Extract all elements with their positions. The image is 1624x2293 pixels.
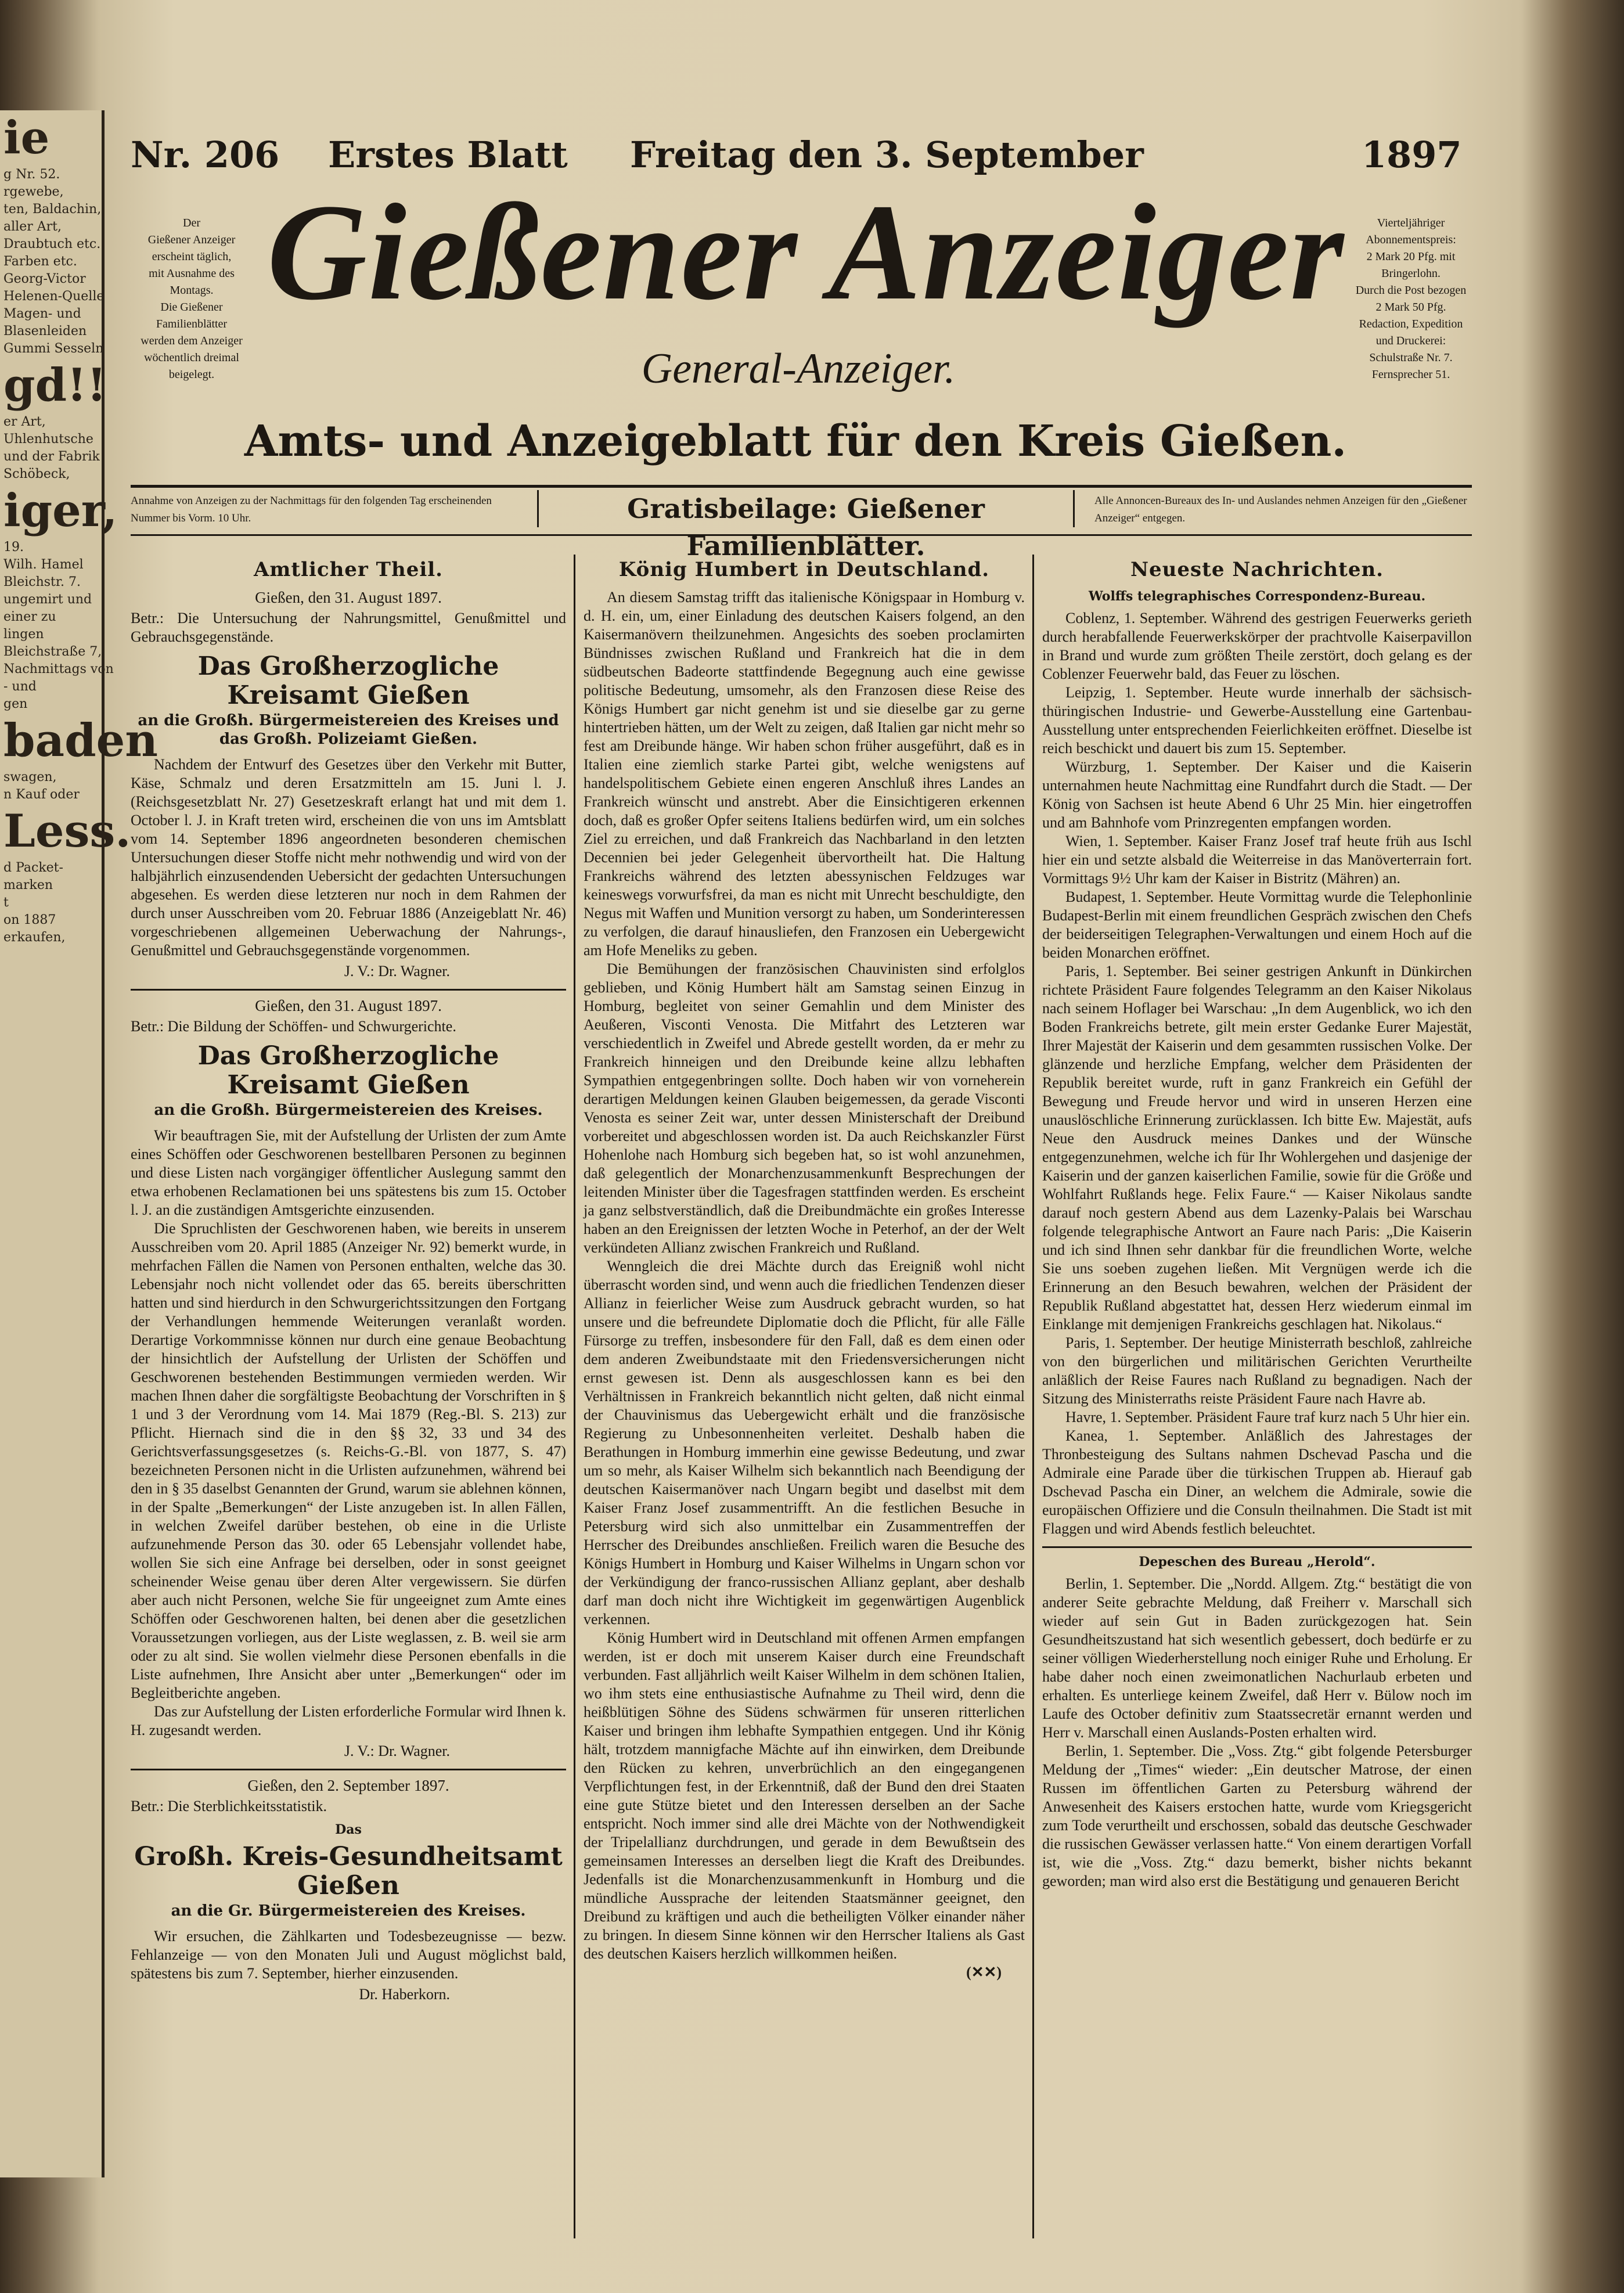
issue-year: 1897 [1362, 134, 1462, 176]
notice-date: Gießen, den 31. August 1897. [255, 997, 442, 1014]
note-line: erscheint täglich, [152, 250, 232, 263]
divider [1042, 1546, 1472, 1548]
strip-text: Magen- und [3, 307, 81, 321]
strip-text: Wilh. Hamel [3, 557, 84, 572]
columns-area [119, 122, 1489, 2270]
article-paragraph: An diesem Samstag trifft das italienische Königspaar in Homburg v. d. H. ein, um, einer Einladung des deutschen Kaisers folgend, an den Kaisermanövern theilzunehmen. Angesichts des soeben proclamirten Bündnisses zwischen Rußland und Frankreich hat die in dem südbeutschen Badeorte stattfindende Begegnung auch eine gewisse politische Bedeutung, umsomehr, als den Franzosen diese Reise des Königs Humbert gar nicht genehm ist und sie dieselbe gar zu gerne hintertrieben hätten, um der Welt zu zeigen, daß Italien gar nicht mehr so fest am Dreibunde hänge. Wir haben schon früher ausgeführt, daß es in Italien eine ziemlich starke Partei gibt, welche wenigstens auf handelspolitischem Gebiete einen engeren Anschluß ihres Landes an Frankreich wünscht und anstrebt. Aber die Einsichtigeren erkennen doch, daß es großer Opfer seitens Italiens bedürfen wird, um ein solches Ziel zu erreichen, und daß Frankreich das Nachbarland in den letzten Decennien bei jeder Gelegenheit übervortheilt hat. Die Haltung Frankreichs während des letzten abessynischen Feldzuges war keineswegs vorwurfsfrei, da man es nicht mit Unrecht beschuldigte, den Negus mit Waffen und Munition versorgt zu haben, um Sonderinteressen zu verfolgen, die darauf hinausliefen, den Franzosen ein Uebergewicht am Hofe Meneliks zu geben. [584, 589, 1025, 959]
news-item: Budapest, 1. September. Heute Vormittag wurde die Telephonlinie Budapest-Berlin mit einem freundlichen Gespräch zwischen den Chefs der beiderseitigen Telegraphen-Verwaltungen und einem Hoch auf die beiden Monarchen eröffnet. [1042, 888, 1472, 961]
strip-text: ungemirt und [3, 592, 92, 607]
strip-text: baden [3, 714, 158, 767]
feature-article [584, 555, 1025, 1982]
news-item: Leipzig, 1. September. Heute wurde innerhalb der sächsisch-thüringischen Industrie- und Gewerbe-Ausstellung eine Gartenbau-Ausstellung unter entsprechenden Feierlichkeiten eröffnet. Dieselbe ist reich beschickt und dauert bis zum 15. September. [1042, 684, 1472, 757]
news-item: Paris, 1. September. Bei seiner gestrigen Ankunft in Dünkirchen richtete Präsident Faure folgendes Telegramm an den Kaiser Nikolaus nach seinem Hoflager bei Warschau: „In dem Augenblick, wo ich den Boden Frankreichs betrete, gilt mein erster Gedanke Eurer Majestät, Ihrer Majestät der Kaiserin und dem gesammten russischen Volke. Der glänzende und herzliche Empfang, welcher dem Präsidenten der Republik bereitet wurde, ruft in ganz Frankreich ein Gefühl der Bewegung und Freude hervor und wird in unseren Herzen eine unauslöschliche Erinnerung zurücklassen. Ich bitte Ew. Majestät, aufs Neue den Ausdruck meines Dankes und der Wünsche entgegenzunehmen, welche ich für Ihr Wohlergehen und dasjenige der Kaiserin und der ganzen kaiserlichen Familie, sowie für die Größe und Wohlfahrt Rußlands hege. Felix Faure.“ — Kaiser Nikolaus sandte darauf noch gestern Abend aus dem Lazenky-Palais bei Warschau folgende telegraphische Antwort an Faure nach Paris: „Die Kaiserin und ich sind Ihnen sehr dankbar für die freundlichen Worte, welche Sie uns soeben zugehen ließen. Mit Vergnügen werde ich die Erinnerung an den Besuch bewahren, welchen der Präsident der Republik Rußland abgestattet hat, dessen Herz wiederum einmal im Einklange mit demjenigen Frankreichs geschlagen hat. Nikolaus.“ [1042, 963, 1472, 1333]
masthead-subtitle: General-Anzeiger. [641, 345, 956, 393]
strip-text: gd!! [3, 359, 107, 412]
notice-body: Die Spruchlisten der Geschworenen haben, wie bereits in unserem Ausschreiben vom 20. April 1885 (Anzeiger Nr. 92) bemerkt wurde, in mehrfachen Fällen die Namen von Personen enthalten, welche das 30. Lebensjahr noch nicht vollendet oder das 65. bereits überschritten hatten und sind hierdurch in den Schwurgerichtssitzungen den Fortgang der Verhandlungen hemmende Weiterungen veranlaßt worden. Derartige Vorkommnisse können nur durch eine genaue Beobachtung der hinsichtlich der Aufstellung der Urlisten der Schöffen und Geschworenen bestehenden Bestimmungen vermieden werden. Wir machen Ihnen daher die sorgfältigste Beobachtung der Vorschriften in § 1 und 3 der Verordnung vom 14. Mai 1879 (Reg.-Bl. S. 213) zur Pflicht. Hiernach sind die in den §§ 32, 33 und 34 des Gerichtsverfassungsgesetzes (s. Reichs-G.-Bl. von 1877, S. 47) bezeichneten Personen nicht in die Urlisten aufzunehmen, während bei den in § 35 daselbst Genannten der Grund, warum sie ablehnen können, in der Spalte „Bemerkungen“ der Liste anzugeben ist. In allen Fällen, in welchen Zweifel darüber bestehen, ob eine in die Urliste aufzunehmende Person das 30. oder 65 Lebensjahr vollendet habe, wollen Sie sich eine Anfrage bei derselben, oder in sonst geeignet scheinender Weise genau über deren Alter vergewissern. Sie dürfen aber auch nicht Personen, welche Sie für ungeeignet zum Amte eines Schöffen oder Geschworenen halten, bei denen aber die gesetzlichen Voraussetzungen vorliegen, aus der Liste weglassen, z. B. weil sie arm oder zu alt sind. Sie wollen vielmehr diese Personen ebenfalls in die Liste aufnehmen, Ihre Ansicht aber unter „Bemerkungen“ oder im Begleitberichte angeben. [131, 1220, 566, 1701]
strip-text: lingen [3, 627, 44, 642]
news-item: Berlin, 1. September. Die „Nordd. Allgem. Ztg.“ bestätigt die von anderer Seite gebrachte Meldung, daß Freiherr v. Marschall sich wieder auf sein Gut in Baden zurückgezogen hat. Sein Gesundheitszustand hat sich wesentlich gebessert, doch bedürfe er zu seiner völligen Wiederherstellung noch einiger Ruhe und Erholung. Er habe daher noch einen zweimonatlichen Nachurlaub erbeten und erhalten. Es unterliege keinem Zweifel, daß Herr v. Bülow noch im Laufe des October definitiv zum Staatssecretär ernannt werden und Herr v. Marschall einen Auslands-Posten erhalten wird. [1042, 1575, 1472, 1741]
strip-text: Farben etc. [3, 254, 77, 269]
note-line: Montags. [170, 284, 214, 297]
notice-body: Nachdem der Entwurf des Gesetzes über den Verkehr mit Butter, Käse, Schmalz und deren Ersatzmitteln am 15. Juni l. J. (Reichsgesetzblatt Nr. 27) Gesetzeskraft erlangt hat und mit dem 1. October l. J. in Kraft treten wird, erscheinen die von uns im Amtsblatt vom 14. September 1896 angeordneten besonderen chemischen Untersuchungen dieser Stoffe nicht mehr nothwendig und wird von der halbjährlich einzusendenden Uebersicht der gedachten Untersuchungen abgesehen. Es werden diese letzteren nur noch in dem Rahmen der durch unser Ausschreiben vom 20. Februar 1886 (Anzeigeblatt Nr. 46) vorgeschriebenen allgemeinen Ueberwachung der Nahrungs-, Genußmittel und Gebrauchsgegenstände vorgenommen. [131, 756, 566, 959]
strip-text: Helenen-Quelle [3, 289, 105, 304]
article-body [584, 588, 1025, 1963]
news-item: Würzburg, 1. September. Der Kaiser und die Kaiserin unternahmen heute Nachmittag eine Rundfahrt durch die Stadt. — Der König von Sachsen ist heute Abend 6 Uhr 25 Min. hier eingetroffen und am Bahnhofe vom Prinzregenten empfangen worden. [1042, 758, 1472, 831]
note-line: 2 Mark 20 Pfg. mit [1366, 250, 1456, 263]
notice-subject: Betr.: Die Bildung der Schöffen- und Schwurgerichte. [131, 1018, 456, 1035]
news-item: Havre, 1. September. Präsident Faure traf kurz nach 5 Uhr hier ein. [1065, 1409, 1470, 1426]
strip-text: Bleichstr. 7. [3, 575, 81, 589]
notice-authority: Das Großherzogliche Kreisamt Gießen [197, 1041, 499, 1100]
adjacent-page-strip [0, 110, 158, 2177]
strip-text: marken [3, 878, 53, 892]
notice-signature: J. V.: Dr. Wagner. [344, 963, 450, 980]
strip-text: aller Art, [3, 219, 62, 234]
notice-date: Gießen, den 31. August 1897. [255, 589, 442, 606]
news-items [1042, 609, 1472, 1538]
notice-body: Wir ersuchen, die Zählkarten und Todesbezeugnisse — bezw. Fehlanzeige — von den Monaten Juli und August möglichst bald, spätestens bis zum 7. September, hierher einzusenden. [131, 1928, 566, 1982]
wire-service-heading: Wolffs telegraphisches Correspondenz-Bureau. [1088, 589, 1426, 604]
strip-text: rgewebe, [3, 185, 64, 199]
article-paragraph: König Humbert wird in Deutschland mit offenen Armen empfangen werden, ist er doch mit unserem Kaiser durch eine Freundschaft verbunden. Fast alljährlich weilt Kaiser Wilhelm in dem schönen Italien, wo ihm stets eine enthusiastische Aufnahme zu Theil wird, denn die heißblütigen Söhne des Südens schwärmen für unseren ritterlichen Kaiser und bringen ihm lebhafte Sympathien entgegen. Und ihr König hält, trotzdem mannigfache Mächte auf ihn einwirken, dem Dreibunde den Rücken zu kehren, unverbrüchlich an den eingegangenen Verpflichtungen fest, in der Erkenntniß, daß der Bund den drei Staaten eine gute Stütze bietet und den Interessen derselben an der Sache entspricht. Noch immer sind alle drei Mächte von der Nothwendigkeit der Tripelallianz durchdrungen, und gerade in dem Bewußtsein des gemeinsamen Interesses an derselben liegt die Kraft des Dreibundes. Jedenfalls ist die Monarchenzusammenkunft in Homburg und die mündliche Aussprache der leitenden Staatsmänner geeignet, den Dreibund zu kräftigen und auch die betheiligten Völker einander näher zu bringen. In diesem Sinne können wir den Herrscher Italiens als Gast des deutschen Kaisers herzlich willkommen heißen. [584, 1629, 1025, 1962]
strip-text: er Art, [3, 415, 46, 429]
article-heading: König Humbert in Deutschland. [618, 558, 990, 581]
note-line: Durch die Post bezogen [1355, 284, 1467, 297]
strip-text: d Packet- [3, 861, 63, 875]
note-line: Familienblätter [156, 318, 228, 330]
issue-number: Nr. 206 [131, 134, 280, 176]
notice-recipients: an die Gr. Bürgermeistereien des Kreises. [171, 1902, 526, 1920]
notice-subject: Betr.: Die Sterblichkeitsstatistik. [131, 1798, 327, 1815]
divider [131, 1769, 566, 1770]
ad-deadline-note: Annahme von Anzeigen zu der Nachmittags für den folgenden Tag erscheinenden Nummer bis Vorm. 10 Uhr. [131, 495, 492, 524]
official-section [131, 555, 566, 2010]
note-line: Vierteljähriger [1377, 217, 1445, 229]
strip-text: Georg-Victor [3, 272, 86, 286]
note-line: Der [183, 217, 200, 229]
notice-authority: Das Großherzogliche Kreisamt Gießen [197, 651, 499, 710]
section-heading: Amtlicher Theil. [253, 558, 444, 581]
strip-text: Gummi Sesseln [3, 341, 104, 356]
news-item: Berlin, 1. September. Die „Voss. Ztg.“ gibt folgende Petersburger Meldung der „Times“ wieder: „Ein deutscher Matrose, der einen Russen im öffentlichen Garten zu Petersburg während der Anwesenheit des Kaisers erstochen hatte, wurde vom Kriegsgericht zum Tode verurtheilt und erschossen, sobald das deutsche Geschwader die russischen Gewässer verlassen hatte.“ Von einem derartigen Vorfall ist, wie die „Voss. Ztg.“ dazu bemerkt, bisher nichts bekannt geworden; man wird also erst die Bestätigung und genaueren Bericht [1042, 1743, 1472, 1889]
notice-recipients: an die Großh. Bürgermeistereien des Kreises und das Großh. Polizeiamt Gießen. [138, 712, 559, 748]
strip-text: Schöbeck, [3, 467, 70, 481]
notice-body: Das zur Aufstellung der Listen erforderliche Formular wird Ihnen k. H. zugesandt werden. [131, 1703, 566, 1738]
note-line: Fernsprecher 51. [1371, 368, 1450, 381]
note-line: Abonnementspreis: [1366, 233, 1456, 246]
column-rule [1032, 555, 1034, 2238]
article-end-mark: (✕✕) [966, 1964, 1002, 1981]
notice-pre: Das [335, 1822, 362, 1837]
notice-signature: Dr. Haberkorn. [359, 1986, 450, 2003]
note-line: Die Gießener [160, 301, 223, 314]
news-items [1042, 1575, 1472, 1891]
section-heading: Neueste Nachrichten. [1130, 558, 1384, 581]
notice-authority: Großh. Kreis-Gesundheitsamt Gießen [134, 1842, 563, 1900]
strip-text: gen [3, 697, 28, 711]
strip-text: ten, Baldachin, [3, 202, 102, 217]
strip-text: ie [3, 111, 50, 164]
news-item: Wien, 1. September. Kaiser Franz Josef traf heute früh aus Ischl hier ein und setzte alsbald die Weiterreise in das Manöverterrain fort. Vormittags 9½ Uhr kam der Kaiser in Bistritz (Mähren) an. [1042, 833, 1472, 887]
note-line: werden dem Anzeiger [141, 334, 243, 347]
notice-signature: J. V.: Dr. Wagner. [344, 1743, 450, 1759]
strip-text: swagen, [3, 770, 57, 784]
strip-text: Blasenleiden [3, 324, 87, 339]
note-line: mit Ausnahme des [149, 267, 235, 280]
news-item: Paris, 1. September. Der heutige Ministerrath beschloß, zahlreiche von den bürgerlichen und militärischen Gerichten Verurtheilte anläßlich der Reise Faures nach Rußland zu begnadigen. Nach der Sitzung des Ministerraths reiste Präsident Faure nach Havre ab. [1042, 1334, 1472, 1407]
issue-date: Freitag den 3. September [630, 134, 1144, 176]
strip-text: t [3, 895, 9, 910]
strip-text: on 1887 [3, 913, 56, 927]
notice-body: Wir beauftragen Sie, mit der Aufstellung der Urlisten der zum Amte eines Schöffen oder Geschworenen bestellbaren Personen zu beginnen und diese Listen nach vorgängiger öffentlicher Auslegung sammt den etwa erhobenen Reclamationen bei uns spätestens bis zum 15. October l. J. an die zuständigen Amtsgerichte einzusenden. [131, 1127, 566, 1218]
strip-text: iger, [3, 484, 118, 537]
strip-text: Draubtuch etc. [3, 237, 101, 251]
sheet-label: Erstes Blatt [328, 134, 568, 176]
masthead-tagline: Amts- und Anzeigeblatt für den Kreis Gießen. [244, 416, 1347, 466]
strip-text: Bleichstraße 7, [3, 645, 102, 659]
strip-text: und der Fabrik [3, 449, 100, 464]
news-item: Kanea, 1. September. Anläßlich des Jahrestages der Thronbesteigung des Sultans nahmen Dschevad Pascha und die Admirale eine Parade über die türkischen Truppen ab. Hierauf gab Dschevad Pascha ein Diner, an welchem die Admirale, sowie die europäischen Offiziere und die Consuln theilnahmen. Die Stadt ist mit Flaggen und wird Abends festlich beleuchtet. [1042, 1427, 1472, 1537]
note-line: Gießener Anzeiger [147, 233, 236, 246]
ad-agencies-note: Alle Annoncen-Bureaux des In- und Auslandes nehmen Anzeigen für den „Gießener Anzeiger“ entgegen. [1094, 495, 1467, 524]
note-line: Schulstraße Nr. 7. [1369, 351, 1453, 364]
strip-text: g Nr. 52. [3, 167, 60, 182]
article-paragraph: Die Bemühungen der französischen Chauvinisten sind erfolglos geblieben, und König Humbert hält am Samstag seinen Einzug in Homburg, begleitet von seiner Gemahlin und dem Minister des Aeußeren, Visconti Venosta. Die Mitfahrt des Letzteren war verschiedentlich in Zweifel und Abrede gestellt worden, da er mehr zu Frankreich hinneigen und den Dreibunde keine allzu lebhaften Sympathien entgegenbringen sollte. Doch haben wir von vorneherein derartigen Meldungen keinen Glauben beigemessen, da gerade Visconti Venosta es seiner Zeit war, unter dessen Ministerschaft der Dreibund vorbereitet und abgeschlossen worden ist. Da auch Reichskanzler Fürst Hohenlohe nach Homburg sich begeben hat, so ist wohl anzunehmen, daß gelegentlich der Monarchenzusammenkunft Besprechungen der leitenden Minister über die Tagesfragen stattfinden werden. Es erscheint ja ganz selbstverständlich, daß die Dreibundmächte ein großes Interesse haben an den Ereignissen der letzten Woche in Peterhof, an der der Welt verkündeten Allianz zwischen Frankreich und Rußland. [584, 960, 1025, 1256]
article-paragraph: Wenngleich die drei Mächte durch das Ereigniß wohl nicht überrascht worden sind, und wenn auch die friedlichen Tendenzen dieser Allianz in feierlicher Weise zum Ausdruck gebracht wurden, so hat unsere und die befreundete Diplomatie doch die Pflicht, für alle Fälle Fürsorge zu treffen, insbesondere für den Fall, daß es dem einen oder dem anderen Zweibundstaate mit den Friedensversicherungen nicht ernst gewesen ist. Denn als ausgeschlossen kann es bei den Verhältnissen in Frankreich bekanntlich nicht gelten, daß nicht einmal der Chauvinismus das Uebergewicht erhält und die französische Regierung zu Unbesonnenheiten verleitet. Deshalb haben die Berathungen in Homburg immerhin eine gewisse Bedeutung, und zwar um so mehr, als Kaiser Wilhelm sich bekanntlich nach Beendigung der deutschen Kaisermanöver nach Ungarn begibt und daselbst mit dem Kaiser Franz Josef zusammentrifft. An die festlichen Besuche in Petersburg wird sich also unmittelbar ein Zusammentreffen der Herrscher des Dreibundes anschließen. Freilich waren die Besuche des Königs Humbert in Homburg und Kaiser Wilhelms in Ungarn schon vor der Verkündigung der franco-russischen Allianz geplant, aber deshalb darf man doch nicht ihre Wichtigkeit im gegenwärtigen Augenblick verkennen. [584, 1258, 1025, 1628]
strip-text: Uhlenhutsche [3, 432, 93, 447]
divider [131, 989, 566, 991]
notice-date: Gießen, den 2. September 1897. [247, 1777, 449, 1794]
news-item: Coblenz, 1. September. Während des gestrigen Feuerwerks gerieth durch herabfallende Feuerwerkskörper der prachtvolle Kaiserpavillon in Brand und wurde zum größten Theile zerstört, doch gelang es der Coblenzer Feuerwehr bald, das Feuer zu löschen. [1042, 610, 1472, 682]
notice-subject: Betr.: Die Untersuchung der Nahrungsmittel, Genußmittel und Gebrauchsgegenstände. [131, 610, 566, 645]
wire-service-heading: Depeschen des Bureau „Herold“. [1139, 1554, 1375, 1570]
note-line: Bringerlohn. [1381, 267, 1441, 280]
note-line: Redaction, Expedition [1359, 318, 1463, 330]
masthead-title: Gießener Anzeiger [267, 176, 1345, 329]
note-line: 2 Mark 50 Pfg. [1375, 301, 1446, 314]
supplement-banner: Gratisbeilage: Gießener Familienblätter. [537, 490, 1075, 527]
note-line: beigelegt. [168, 368, 215, 381]
strip-text: n Kauf oder [3, 787, 80, 802]
note-line: und Druckerei: [1375, 334, 1446, 347]
strip-text: einer zu [3, 610, 56, 624]
note-line: wöchentlich dreimal [144, 351, 239, 364]
strip-text: Less. [3, 805, 131, 858]
strip-text: erkaufen, [3, 930, 66, 945]
notice-recipients: an die Großh. Bürgermeistereien des Kreises. [154, 1101, 543, 1119]
strip-text: - und [3, 679, 37, 694]
news-section [1042, 555, 1472, 1891]
strip-text: Nachmittags von [3, 662, 114, 676]
column-rule [574, 555, 575, 2238]
strip-text: 19. [3, 540, 24, 555]
